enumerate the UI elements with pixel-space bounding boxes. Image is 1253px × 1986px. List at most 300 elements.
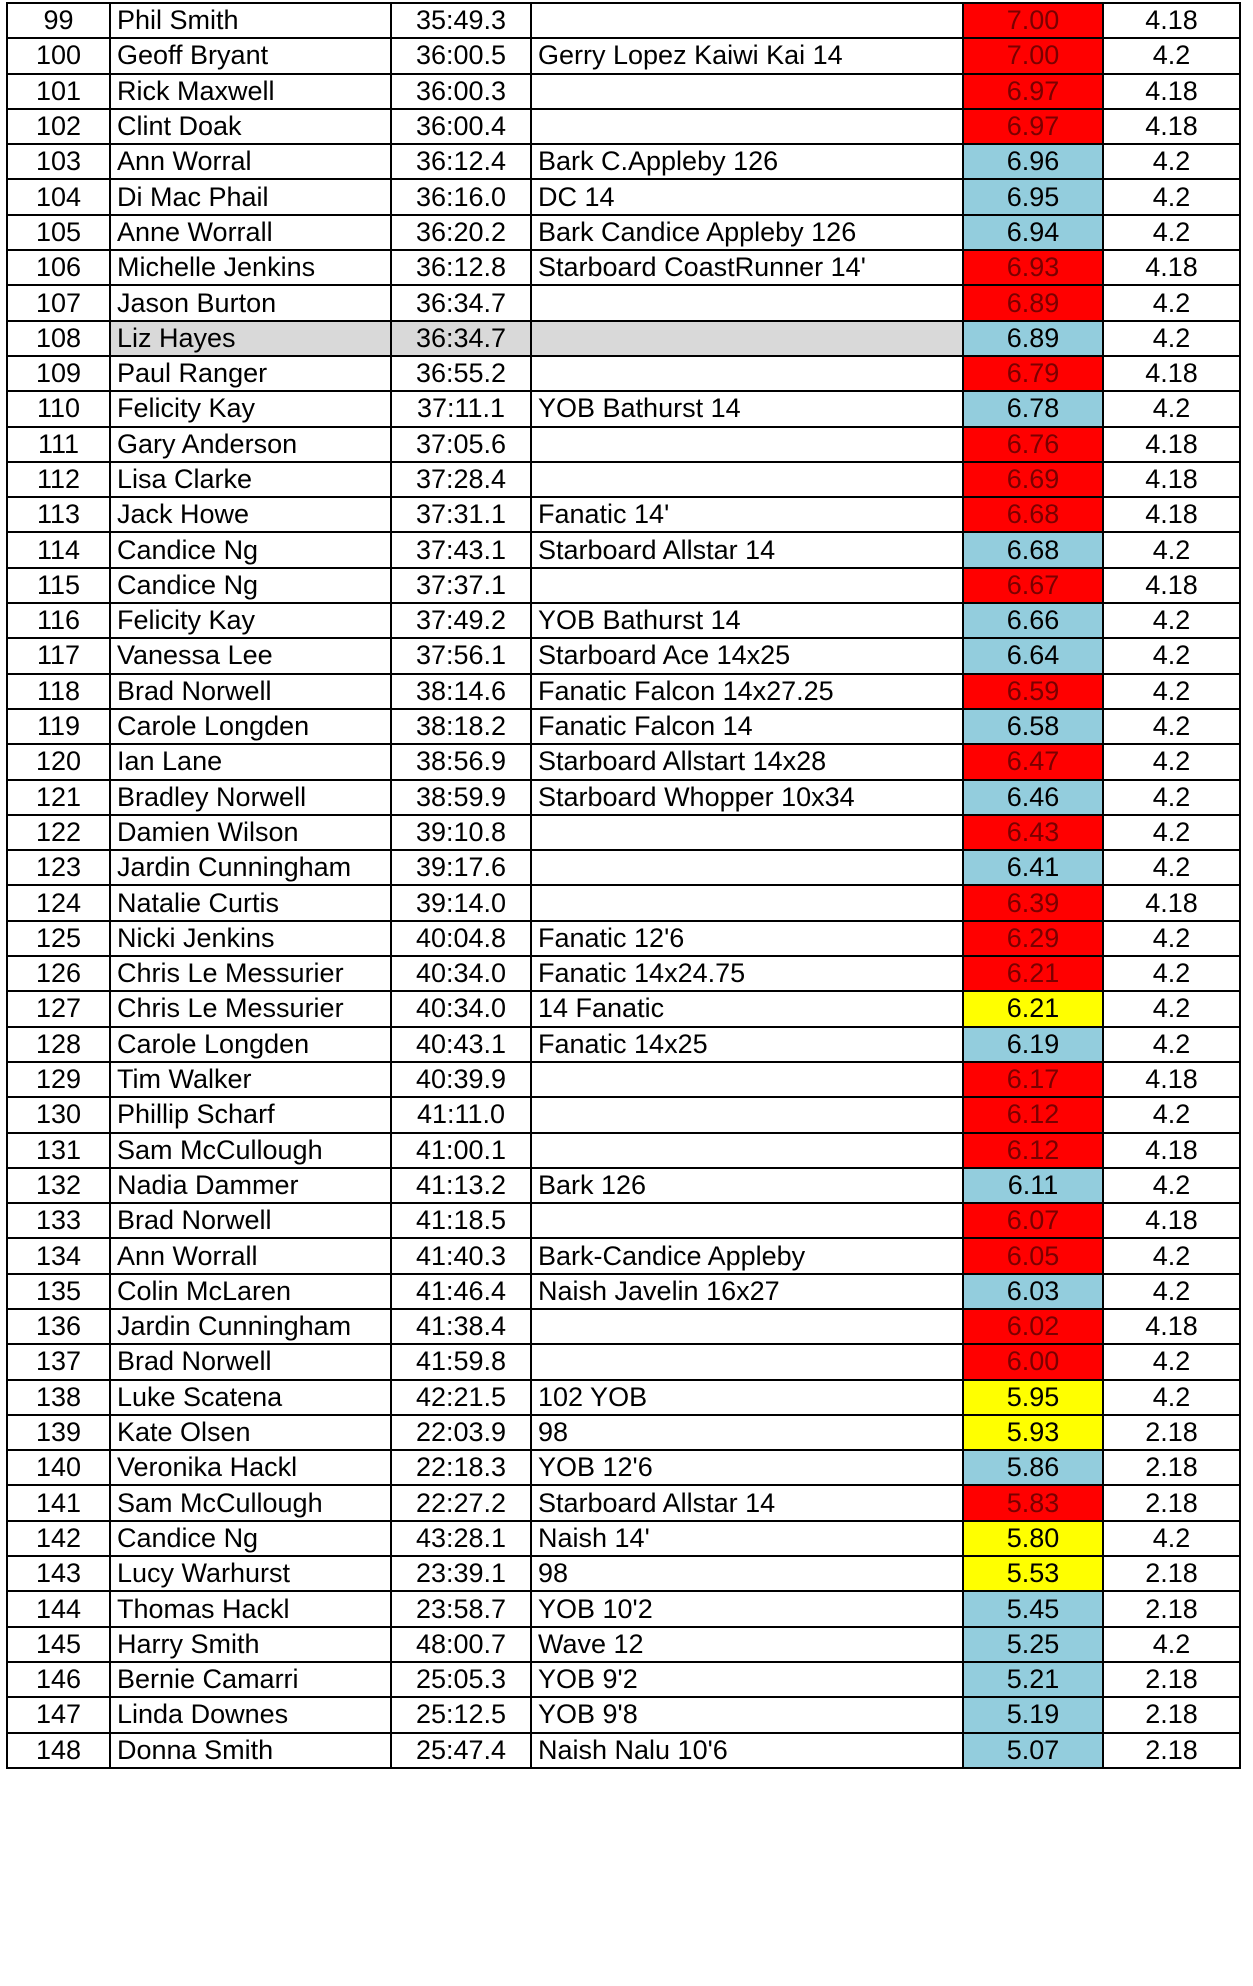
distance-cell: 4.2 <box>1103 638 1240 673</box>
time-cell: 41:59.8 <box>391 1344 531 1379</box>
board-cell: Wave 12 <box>531 1627 963 1662</box>
board-cell <box>531 1062 963 1097</box>
name-cell: Sam McCullough <box>110 1133 391 1168</box>
board-cell <box>531 74 963 109</box>
board-cell: Starboard Whopper 10x34 <box>531 780 963 815</box>
board-cell: Bark-Candice Appleby <box>531 1238 963 1273</box>
board-cell: YOB Bathurst 14 <box>531 391 963 426</box>
rank-cell: 121 <box>7 780 110 815</box>
board-cell <box>531 1203 963 1238</box>
distance-cell: 4.2 <box>1103 603 1240 638</box>
table-row <box>7 1062 1240 1097</box>
board-cell <box>531 1097 963 1132</box>
table-row <box>7 1344 1240 1379</box>
rank-cell: 123 <box>7 850 110 885</box>
speed-cell: 6.68 <box>963 532 1103 567</box>
time-cell: 38:18.2 <box>391 709 531 744</box>
name-cell: Linda Downes <box>110 1697 391 1732</box>
table-row <box>7 1415 1240 1450</box>
speed-cell: 5.21 <box>963 1662 1103 1697</box>
table-row <box>7 3 1240 38</box>
distance-cell: 4.2 <box>1103 532 1240 567</box>
table-row <box>7 1697 1240 1732</box>
table-row <box>7 427 1240 462</box>
speed-cell: 6.03 <box>963 1274 1103 1309</box>
name-cell: Gary Anderson <box>110 427 391 462</box>
time-cell: 36:16.0 <box>391 179 531 214</box>
speed-cell: 6.66 <box>963 603 1103 638</box>
table-row <box>7 780 1240 815</box>
table-row <box>7 1238 1240 1273</box>
name-cell: Candice Ng <box>110 532 391 567</box>
rank-cell: 115 <box>7 568 110 603</box>
distance-cell: 4.2 <box>1103 991 1240 1026</box>
distance-cell: 2.18 <box>1103 1485 1240 1520</box>
board-cell <box>531 1344 963 1379</box>
board-cell: YOB 9'8 <box>531 1697 963 1732</box>
table-row <box>7 1662 1240 1697</box>
distance-cell: 4.2 <box>1103 215 1240 250</box>
rank-cell: 119 <box>7 709 110 744</box>
board-cell <box>531 1309 963 1344</box>
name-cell: Brad Norwell <box>110 1344 391 1379</box>
distance-cell: 2.18 <box>1103 1415 1240 1450</box>
time-cell: 38:56.9 <box>391 744 531 779</box>
time-cell: 36:34.7 <box>391 321 531 356</box>
board-cell: Fanatic 14' <box>531 497 963 532</box>
distance-cell: 2.18 <box>1103 1733 1240 1768</box>
distance-cell: 4.18 <box>1103 885 1240 920</box>
speed-cell: 5.95 <box>963 1380 1103 1415</box>
speed-cell: 5.93 <box>963 1415 1103 1450</box>
rank-cell: 148 <box>7 1733 110 1768</box>
name-cell: Phillip Scharf <box>110 1097 391 1132</box>
board-cell: Fanatic 12'6 <box>531 921 963 956</box>
speed-cell: 5.25 <box>963 1627 1103 1662</box>
speed-cell: 6.95 <box>963 179 1103 214</box>
speed-cell: 6.02 <box>963 1309 1103 1344</box>
name-cell: Carole Longden <box>110 1027 391 1062</box>
rank-cell: 145 <box>7 1627 110 1662</box>
distance-cell: 4.18 <box>1103 427 1240 462</box>
distance-cell: 2.18 <box>1103 1591 1240 1626</box>
name-cell: Jardin Cunningham <box>110 850 391 885</box>
board-cell: Naish Javelin 16x27 <box>531 1274 963 1309</box>
time-cell: 36:00.5 <box>391 38 531 73</box>
table-row <box>7 674 1240 709</box>
time-cell: 37:37.1 <box>391 568 531 603</box>
board-cell: 14 Fanatic <box>531 991 963 1026</box>
board-cell: Gerry Lopez Kaiwi Kai 14 <box>531 38 963 73</box>
board-cell: Bark C.Appleby 126 <box>531 144 963 179</box>
rank-cell: 141 <box>7 1485 110 1520</box>
speed-cell: 7.00 <box>963 3 1103 38</box>
time-cell: 22:27.2 <box>391 1485 531 1520</box>
table-row <box>7 709 1240 744</box>
speed-cell: 5.83 <box>963 1485 1103 1520</box>
name-cell: Paul Ranger <box>110 356 391 391</box>
name-cell: Lisa Clarke <box>110 462 391 497</box>
board-cell <box>531 850 963 885</box>
rank-cell: 104 <box>7 179 110 214</box>
table-row <box>7 1168 1240 1203</box>
name-cell: Veronika Hackl <box>110 1450 391 1485</box>
table-row <box>7 815 1240 850</box>
speed-cell: 6.93 <box>963 250 1103 285</box>
rank-cell: 140 <box>7 1450 110 1485</box>
board-cell: 98 <box>531 1415 963 1450</box>
table-row <box>7 1203 1240 1238</box>
table-row <box>7 1133 1240 1168</box>
table-row <box>7 956 1240 991</box>
table-row <box>7 356 1240 391</box>
board-cell: Bark 126 <box>531 1168 963 1203</box>
name-cell: Jardin Cunningham <box>110 1309 391 1344</box>
distance-cell: 2.18 <box>1103 1556 1240 1591</box>
time-cell: 40:39.9 <box>391 1062 531 1097</box>
rank-cell: 111 <box>7 427 110 462</box>
time-cell: 36:12.8 <box>391 250 531 285</box>
name-cell: Candice Ng <box>110 1521 391 1556</box>
speed-cell: 6.43 <box>963 815 1103 850</box>
distance-cell: 4.2 <box>1103 179 1240 214</box>
distance-cell: 4.18 <box>1103 74 1240 109</box>
rank-cell: 105 <box>7 215 110 250</box>
rank-cell: 127 <box>7 991 110 1026</box>
rank-cell: 112 <box>7 462 110 497</box>
speed-cell: 6.96 <box>963 144 1103 179</box>
speed-cell: 5.80 <box>963 1521 1103 1556</box>
name-cell: Candice Ng <box>110 568 391 603</box>
speed-cell: 5.19 <box>963 1697 1103 1732</box>
name-cell: Damien Wilson <box>110 815 391 850</box>
board-cell <box>531 815 963 850</box>
board-cell: YOB 9'2 <box>531 1662 963 1697</box>
speed-cell: 5.07 <box>963 1733 1103 1768</box>
time-cell: 37:49.2 <box>391 603 531 638</box>
board-cell: Starboard Allstar 14 <box>531 532 963 567</box>
speed-cell: 6.89 <box>963 285 1103 320</box>
name-cell: Felicity Kay <box>110 603 391 638</box>
time-cell: 41:46.4 <box>391 1274 531 1309</box>
name-cell: Thomas Hackl <box>110 1591 391 1626</box>
time-cell: 39:17.6 <box>391 850 531 885</box>
table-row <box>7 1274 1240 1309</box>
time-cell: 36:12.4 <box>391 144 531 179</box>
time-cell: 25:47.4 <box>391 1733 531 1768</box>
rank-cell: 134 <box>7 1238 110 1273</box>
speed-cell: 6.64 <box>963 638 1103 673</box>
board-cell <box>531 321 963 356</box>
time-cell: 39:10.8 <box>391 815 531 850</box>
speed-cell: 6.41 <box>963 850 1103 885</box>
rank-cell: 126 <box>7 956 110 991</box>
rank-cell: 100 <box>7 38 110 73</box>
distance-cell: 4.2 <box>1103 38 1240 73</box>
time-cell: 22:03.9 <box>391 1415 531 1450</box>
distance-cell: 4.2 <box>1103 744 1240 779</box>
board-cell: Starboard Allstart 14x28 <box>531 744 963 779</box>
distance-cell: 4.2 <box>1103 1274 1240 1309</box>
table-row <box>7 1627 1240 1662</box>
rank-cell: 106 <box>7 250 110 285</box>
results-table <box>6 2 1241 1769</box>
time-cell: 23:58.7 <box>391 1591 531 1626</box>
distance-cell: 4.18 <box>1103 250 1240 285</box>
name-cell: Phil Smith <box>110 3 391 38</box>
time-cell: 37:28.4 <box>391 462 531 497</box>
rank-cell: 136 <box>7 1309 110 1344</box>
time-cell: 41:11.0 <box>391 1097 531 1132</box>
name-cell: Jack Howe <box>110 497 391 532</box>
table-row <box>7 321 1240 356</box>
name-cell: Liz Hayes <box>110 321 391 356</box>
distance-cell: 4.18 <box>1103 356 1240 391</box>
name-cell: Michelle Jenkins <box>110 250 391 285</box>
time-cell: 25:12.5 <box>391 1697 531 1732</box>
distance-cell: 4.2 <box>1103 1168 1240 1203</box>
board-cell <box>531 356 963 391</box>
name-cell: Carole Longden <box>110 709 391 744</box>
rank-cell: 99 <box>7 3 110 38</box>
speed-cell: 6.78 <box>963 391 1103 426</box>
distance-cell: 4.2 <box>1103 1344 1240 1379</box>
board-cell <box>531 285 963 320</box>
name-cell: Ann Worrall <box>110 1238 391 1273</box>
time-cell: 37:56.1 <box>391 638 531 673</box>
name-cell: Sam McCullough <box>110 1485 391 1520</box>
distance-cell: 4.18 <box>1103 1203 1240 1238</box>
time-cell: 23:39.1 <box>391 1556 531 1591</box>
distance-cell: 4.2 <box>1103 815 1240 850</box>
rank-cell: 142 <box>7 1521 110 1556</box>
time-cell: 41:00.1 <box>391 1133 531 1168</box>
name-cell: Bradley Norwell <box>110 780 391 815</box>
rank-cell: 130 <box>7 1097 110 1132</box>
table-row <box>7 603 1240 638</box>
speed-cell: 5.86 <box>963 1450 1103 1485</box>
time-cell: 40:43.1 <box>391 1027 531 1062</box>
name-cell: Chris Le Messurier <box>110 956 391 991</box>
board-cell <box>531 109 963 144</box>
rank-cell: 117 <box>7 638 110 673</box>
speed-cell: 7.00 <box>963 38 1103 73</box>
speed-cell: 6.68 <box>963 497 1103 532</box>
time-cell: 36:34.7 <box>391 285 531 320</box>
name-cell: Harry Smith <box>110 1627 391 1662</box>
rank-cell: 118 <box>7 674 110 709</box>
board-cell: Starboard Allstar 14 <box>531 1485 963 1520</box>
distance-cell: 4.18 <box>1103 568 1240 603</box>
time-cell: 37:43.1 <box>391 532 531 567</box>
time-cell: 37:31.1 <box>391 497 531 532</box>
board-cell: Fanatic 14x24.75 <box>531 956 963 991</box>
name-cell: Brad Norwell <box>110 674 391 709</box>
rank-cell: 101 <box>7 74 110 109</box>
distance-cell: 4.2 <box>1103 144 1240 179</box>
results-body <box>7 3 1240 1768</box>
speed-cell: 6.97 <box>963 109 1103 144</box>
name-cell: Nadia Dammer <box>110 1168 391 1203</box>
table-row <box>7 250 1240 285</box>
table-row <box>7 144 1240 179</box>
speed-cell: 6.21 <box>963 956 1103 991</box>
name-cell: Brad Norwell <box>110 1203 391 1238</box>
distance-cell: 4.2 <box>1103 850 1240 885</box>
name-cell: Ann Worral <box>110 144 391 179</box>
table-row <box>7 1556 1240 1591</box>
board-cell: YOB 10'2 <box>531 1591 963 1626</box>
distance-cell: 4.2 <box>1103 285 1240 320</box>
time-cell: 36:00.3 <box>391 74 531 109</box>
distance-cell: 4.18 <box>1103 109 1240 144</box>
speed-cell: 6.46 <box>963 780 1103 815</box>
speed-cell: 6.00 <box>963 1344 1103 1379</box>
time-cell: 37:11.1 <box>391 391 531 426</box>
speed-cell: 5.45 <box>963 1591 1103 1626</box>
time-cell: 35:49.3 <box>391 3 531 38</box>
table-row <box>7 638 1240 673</box>
speed-cell: 6.94 <box>963 215 1103 250</box>
table-row <box>7 1027 1240 1062</box>
name-cell: Rick Maxwell <box>110 74 391 109</box>
distance-cell: 4.18 <box>1103 3 1240 38</box>
rank-cell: 143 <box>7 1556 110 1591</box>
speed-cell: 6.59 <box>963 674 1103 709</box>
time-cell: 39:14.0 <box>391 885 531 920</box>
distance-cell: 4.2 <box>1103 1627 1240 1662</box>
rank-cell: 108 <box>7 321 110 356</box>
time-cell: 41:40.3 <box>391 1238 531 1273</box>
distance-cell: 2.18 <box>1103 1662 1240 1697</box>
distance-cell: 4.18 <box>1103 1133 1240 1168</box>
speed-cell: 6.12 <box>963 1097 1103 1132</box>
time-cell: 48:00.7 <box>391 1627 531 1662</box>
name-cell: Di Mac Phail <box>110 179 391 214</box>
board-cell: YOB 12'6 <box>531 1450 963 1485</box>
table-row <box>7 744 1240 779</box>
time-cell: 41:13.2 <box>391 1168 531 1203</box>
rank-cell: 122 <box>7 815 110 850</box>
rank-cell: 107 <box>7 285 110 320</box>
speed-cell: 6.76 <box>963 427 1103 462</box>
time-cell: 40:34.0 <box>391 991 531 1026</box>
board-cell <box>531 1133 963 1168</box>
distance-cell: 4.2 <box>1103 921 1240 956</box>
distance-cell: 2.18 <box>1103 1450 1240 1485</box>
rank-cell: 137 <box>7 1344 110 1379</box>
table-row <box>7 38 1240 73</box>
table-row <box>7 568 1240 603</box>
table-row <box>7 921 1240 956</box>
table-row <box>7 885 1240 920</box>
rank-cell: 114 <box>7 532 110 567</box>
speed-cell: 6.07 <box>963 1203 1103 1238</box>
time-cell: 25:05.3 <box>391 1662 531 1697</box>
speed-cell: 6.67 <box>963 568 1103 603</box>
speed-cell: 6.11 <box>963 1168 1103 1203</box>
name-cell: Lucy Warhurst <box>110 1556 391 1591</box>
rank-cell: 131 <box>7 1133 110 1168</box>
rank-cell: 144 <box>7 1591 110 1626</box>
time-cell: 41:38.4 <box>391 1309 531 1344</box>
table-row <box>7 850 1240 885</box>
board-cell <box>531 462 963 497</box>
name-cell: Colin McLaren <box>110 1274 391 1309</box>
name-cell: Natalie Curtis <box>110 885 391 920</box>
time-cell: 37:05.6 <box>391 427 531 462</box>
rank-cell: 139 <box>7 1415 110 1450</box>
board-cell: Fanatic Falcon 14 <box>531 709 963 744</box>
time-cell: 43:28.1 <box>391 1521 531 1556</box>
distance-cell: 2.18 <box>1103 1697 1240 1732</box>
rank-cell: 125 <box>7 921 110 956</box>
board-cell: 102 YOB <box>531 1380 963 1415</box>
rank-cell: 102 <box>7 109 110 144</box>
table-row <box>7 1380 1240 1415</box>
board-cell: 98 <box>531 1556 963 1591</box>
board-cell: Bark Candice Appleby 126 <box>531 215 963 250</box>
distance-cell: 4.2 <box>1103 1521 1240 1556</box>
rank-cell: 110 <box>7 391 110 426</box>
table-row <box>7 991 1240 1026</box>
rank-cell: 135 <box>7 1274 110 1309</box>
table-row <box>7 1097 1240 1132</box>
distance-cell: 4.2 <box>1103 956 1240 991</box>
speed-cell: 6.17 <box>963 1062 1103 1097</box>
distance-cell: 4.18 <box>1103 497 1240 532</box>
distance-cell: 4.2 <box>1103 709 1240 744</box>
table-row <box>7 1450 1240 1485</box>
speed-cell: 6.97 <box>963 74 1103 109</box>
table-row <box>7 1591 1240 1626</box>
name-cell: Vanessa Lee <box>110 638 391 673</box>
rank-cell: 124 <box>7 885 110 920</box>
table-row <box>7 1521 1240 1556</box>
name-cell: Clint Doak <box>110 109 391 144</box>
name-cell: Jason Burton <box>110 285 391 320</box>
table-row <box>7 215 1240 250</box>
table-row <box>7 1733 1240 1768</box>
speed-cell: 6.69 <box>963 462 1103 497</box>
rank-cell: 132 <box>7 1168 110 1203</box>
distance-cell: 4.2 <box>1103 1380 1240 1415</box>
rank-cell: 138 <box>7 1380 110 1415</box>
speed-cell: 6.12 <box>963 1133 1103 1168</box>
time-cell: 38:59.9 <box>391 780 531 815</box>
board-cell: Naish 14' <box>531 1521 963 1556</box>
table-row <box>7 1309 1240 1344</box>
distance-cell: 4.2 <box>1103 780 1240 815</box>
rank-cell: 129 <box>7 1062 110 1097</box>
time-cell: 40:04.8 <box>391 921 531 956</box>
table-row <box>7 1485 1240 1520</box>
distance-cell: 4.2 <box>1103 1097 1240 1132</box>
distance-cell: 4.2 <box>1103 1027 1240 1062</box>
rank-cell: 103 <box>7 144 110 179</box>
name-cell: Kate Olsen <box>110 1415 391 1450</box>
table-row <box>7 462 1240 497</box>
time-cell: 22:18.3 <box>391 1450 531 1485</box>
rank-cell: 128 <box>7 1027 110 1062</box>
board-cell <box>531 427 963 462</box>
board-cell: Starboard CoastRunner 14' <box>531 250 963 285</box>
board-cell <box>531 3 963 38</box>
board-cell: YOB Bathurst 14 <box>531 603 963 638</box>
rank-cell: 147 <box>7 1697 110 1732</box>
time-cell: 36:20.2 <box>391 215 531 250</box>
name-cell: Luke Scatena <box>110 1380 391 1415</box>
